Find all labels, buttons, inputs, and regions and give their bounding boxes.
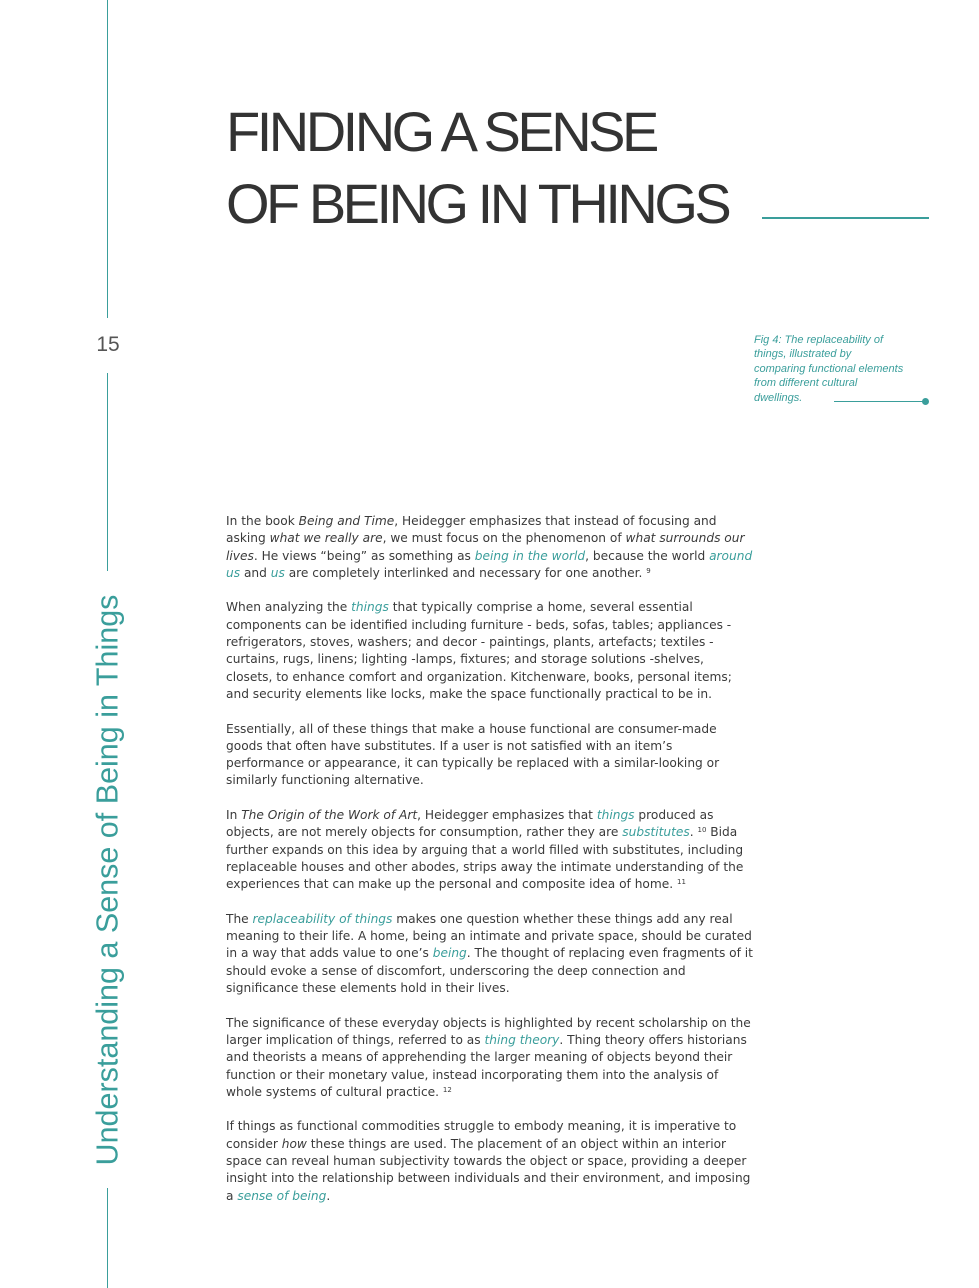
body-text	[226, 513, 754, 1222]
italic-text: The Origin of the Work of Art	[241, 808, 418, 823]
side-title-container	[80, 580, 136, 1180]
page-title-line-2: OF BEING IN THINGS	[226, 172, 729, 235]
text-run: , Heidegger emphasizes that	[417, 808, 597, 823]
italic-text: Being and Time	[298, 514, 395, 528]
text-run: The	[226, 911, 253, 926]
text-run: are completely interlinked and necessary for one another.	[284, 565, 647, 580]
italic-text: what we really are	[269, 531, 383, 546]
side-rule-bottom	[107, 1188, 108, 1288]
footnote-ref: 10	[697, 826, 707, 835]
highlighted-term: replaceability of things	[252, 911, 393, 926]
text-run: In the book	[226, 514, 299, 528]
highlighted-term: things	[351, 600, 389, 615]
highlighted-term: substitutes	[622, 825, 690, 840]
caption-leader-line	[834, 401, 924, 402]
body-paragraph	[226, 807, 754, 893]
body-paragraph	[226, 1015, 754, 1101]
page-title	[226, 96, 728, 240]
highlighted-term: being in the world	[474, 548, 586, 563]
text-run: .	[326, 1188, 331, 1203]
body-paragraph	[226, 513, 754, 582]
footnote-ref: 11	[677, 878, 686, 887]
text-run: .	[689, 825, 698, 840]
italic-text: what surrounds our lives	[226, 531, 745, 563]
side-rule-middle	[107, 373, 108, 571]
highlighted-term: things	[596, 808, 635, 823]
text-run: . He views “being” as something as	[253, 548, 475, 563]
caption-leader-dot	[922, 398, 929, 405]
text-run: , Heidegger emphasizes that instead of focusing and asking	[226, 514, 717, 546]
text-run: that typically comprise a home, several essential components can be identified including furniture - beds, sofas, tables; appliances - refrigerators, stoves, washers; and decor - paintings, plants, artefacts; textiles - curtains, rugs, linens; lighting -lamps, fixtures; and storage solutions -shelves, closets, to enhance comfort and organization. Kitchenware, books, personal items; and security elements like locks, make the space functionally practical to be in.	[226, 600, 732, 701]
text-run: makes one question whether these things add any real meaning to their life. A home, being an intimate and private space, should be curated in a way that adds value to one’s	[226, 911, 752, 961]
body-paragraph	[226, 599, 754, 703]
text-run: produced as objects, are not merely objects for consumption, rather they are	[226, 808, 714, 840]
body-paragraph	[226, 721, 754, 790]
footnote-ref: 12	[442, 1085, 452, 1094]
body-paragraph	[226, 911, 754, 997]
text-run: If things as functional commodities struggle to embody meaning, it is imperative to consider	[226, 1119, 737, 1151]
text-run: The significance of these everyday objects is highlighted by recent scholarship on the larger implication of things, referred to as	[226, 1015, 751, 1047]
text-run: and	[240, 565, 271, 580]
highlighted-term: around us	[226, 548, 753, 580]
text-run: Essentially, all of these things that make a house functional are consumer-made goods that often have substitutes. If a user is not satisfied with an item’s performance or appearance, it can typically be replaced with a similar-looking or similarly functioning alternative.	[226, 721, 720, 788]
side-rule-top	[107, 0, 108, 318]
highlighted-term: thing theory	[484, 1032, 560, 1047]
text-run: these things are used. The placement of an object within an interior space can reveal human subjectivity towards the object or space, providing a deeper insight into the relationship between individuals and their environment, and imposing a	[226, 1136, 751, 1203]
highlighted-term: being	[432, 946, 467, 961]
page-number: 15	[96, 333, 120, 356]
text-run: In	[226, 808, 242, 823]
text-run: . Thing theory offers historians and theorists a means of apprehending the larger meaning of objects beyond their function or their monetary value, instead incorporating them into the analysis of whole systems of cultural practice.	[226, 1032, 747, 1099]
body-paragraph	[226, 1118, 754, 1204]
title-underline	[762, 217, 929, 219]
text-run: Bida further expands on this idea by arguing that a world filled with substitutes, including replaceable houses and other abodes, strips away the intimate understanding of the experiences that can make up the personal and composite idea of home.	[226, 825, 744, 892]
highlighted-term: us	[270, 565, 285, 580]
text-run: When analyzing the	[226, 600, 352, 615]
text-run: . The thought of replacing even fragments of it should evoke a sense of discomfort, underscoring the deep connection and significance these elements hold in their lives.	[226, 946, 753, 996]
highlighted-term: sense of being	[237, 1188, 327, 1203]
footnote-ref: 9	[646, 566, 651, 575]
page-title-line-1: FINDING A SENSE	[226, 100, 656, 163]
side-title: Understanding a Sense of Being in Things	[90, 594, 125, 1166]
italic-text: how	[281, 1136, 307, 1151]
figure-caption: Fig 4: The replaceability of things, illustrated by comparing functional elements from different cultural dwellings.	[754, 334, 904, 404]
text-run: , because the world	[585, 548, 710, 563]
text-run: , we must focus on the phenomenon of	[382, 531, 626, 546]
